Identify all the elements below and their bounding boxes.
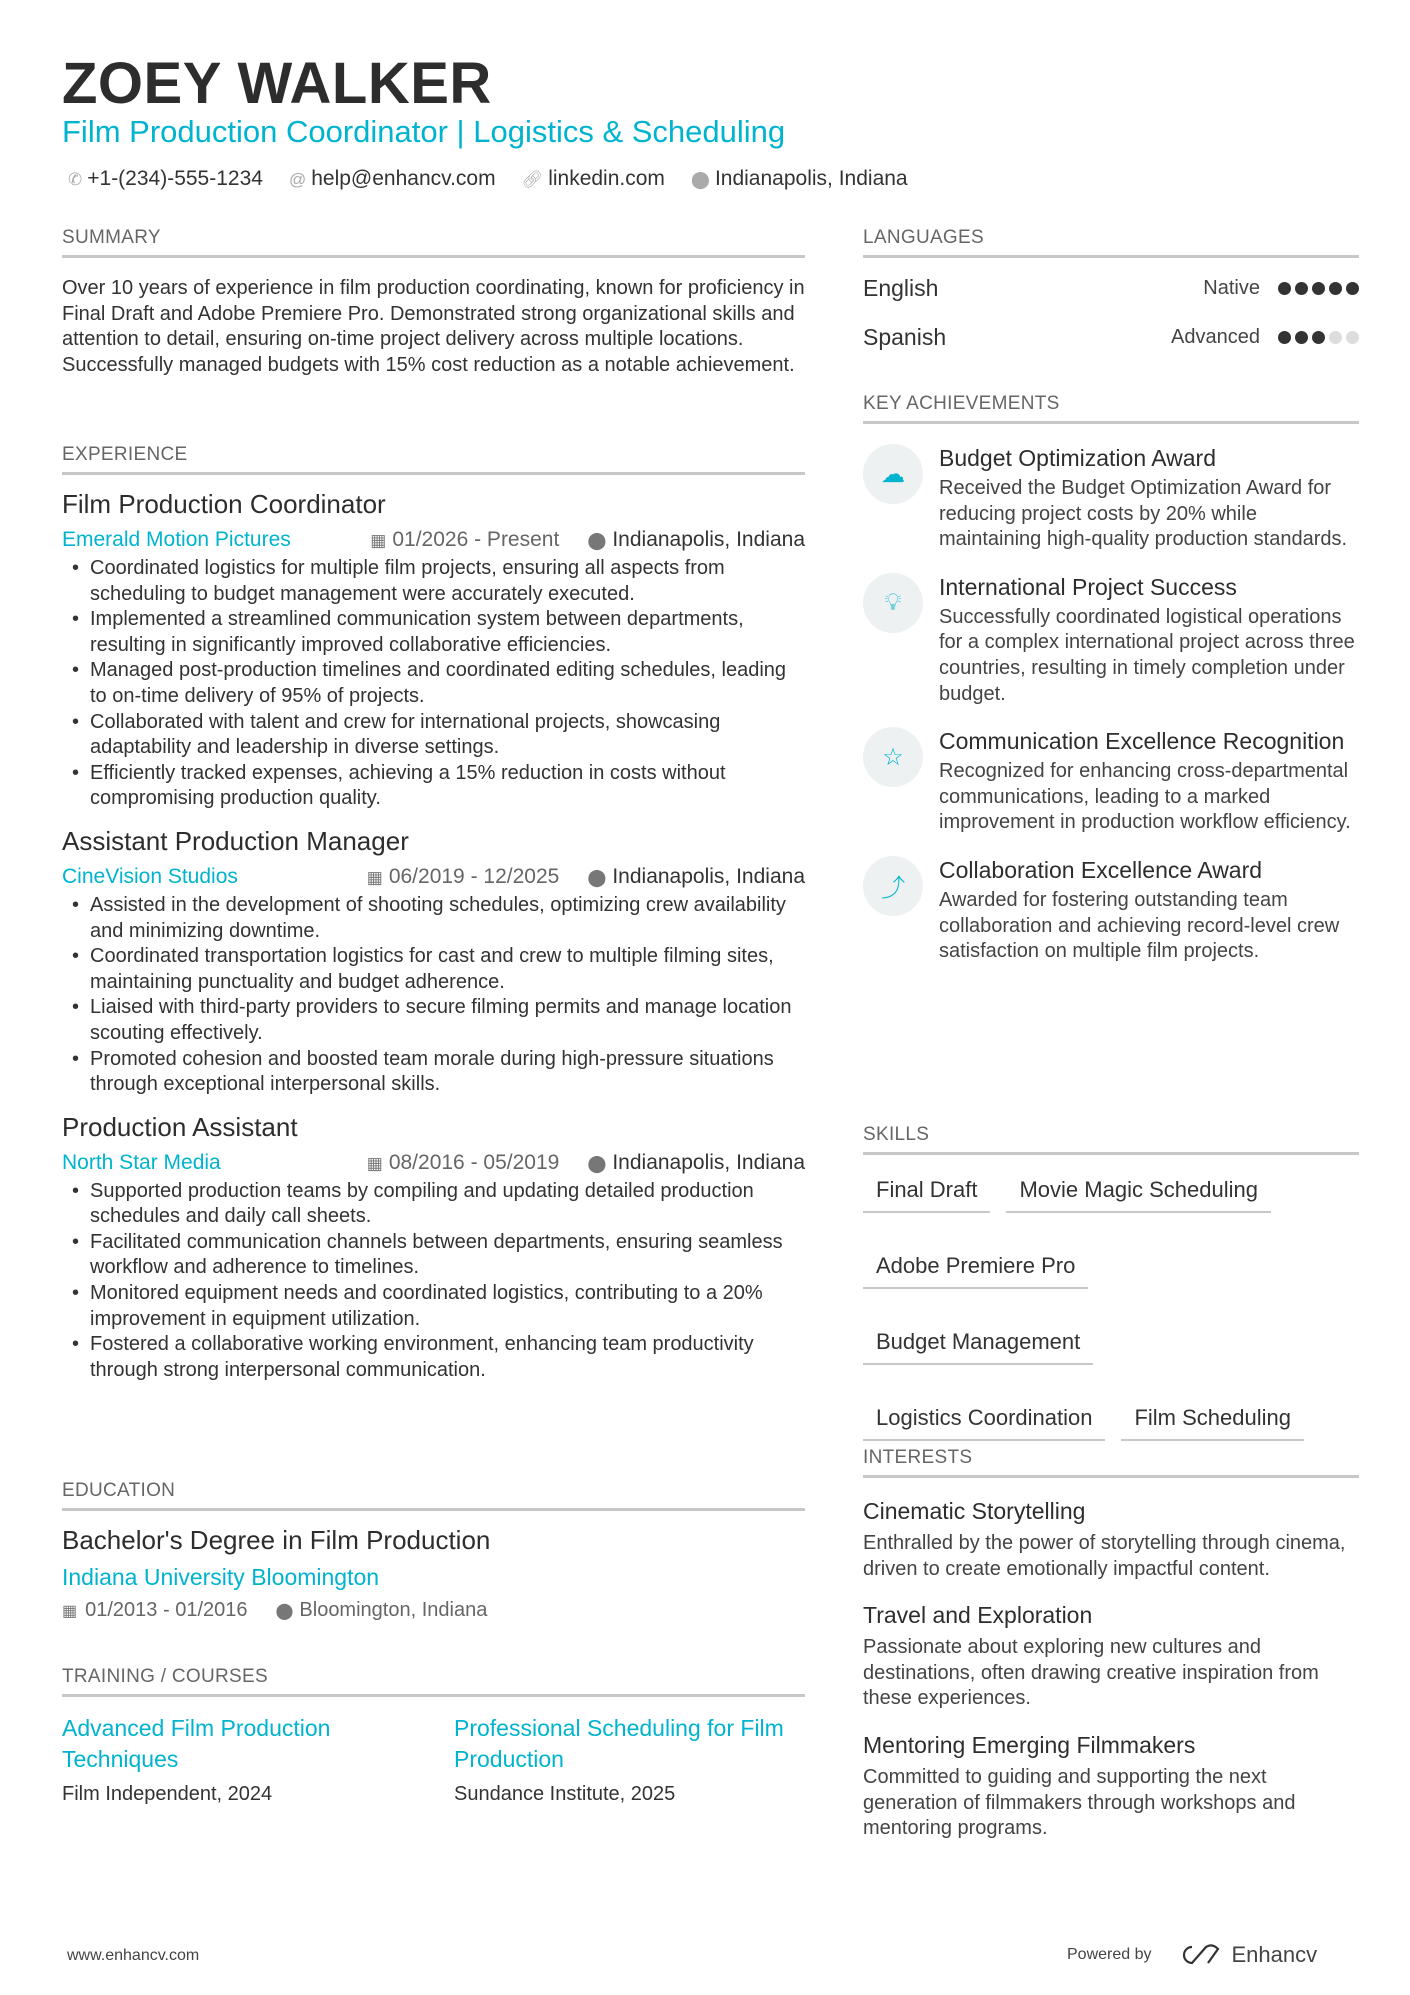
section-heading: EDUCATION: [62, 1480, 805, 1511]
language-name: Spanish: [863, 324, 947, 350]
language-level: Advanced: [1171, 326, 1260, 348]
section-heading: KEY ACHIEVEMENTS: [863, 393, 1359, 424]
achievement-text: Recognized for enhancing cross-departmental communications, leading to a marked improvement in production workflow efficiency.: [939, 760, 1351, 834]
location-pin-icon: ⬤: [275, 1603, 294, 1620]
summary-section: [62, 227, 805, 378]
rating-dot: [1346, 331, 1359, 344]
course-org: Sundance Institute, 2025: [454, 1783, 676, 1805]
job-location: Indianapolis, Indiana: [612, 864, 805, 888]
rating-dot: [1295, 331, 1308, 344]
powered-by-label: Powered by: [1067, 1946, 1152, 1963]
skill-tag: Movie Magic Scheduling: [1006, 1177, 1270, 1213]
lightbulb-icon: 💡︎: [863, 573, 923, 633]
job-bullet: • Coordinated logistics for multiple film projects, ensuring all aspects from scheduling to budget management were accurately executed.: [62, 556, 805, 607]
school: Indiana University Bloomington: [62, 1564, 380, 1590]
link-icon: 🔗︎: [521, 170, 544, 189]
candidate-name: ZOEY WALKER: [62, 51, 492, 116]
company-name: North Star Media: [62, 1150, 221, 1174]
candidate-title: Film Production Coordinator | Logistics & Scheduling: [62, 114, 786, 149]
interest-title: Cinematic Storytelling: [863, 1498, 1086, 1524]
job-entry: [62, 1112, 805, 1384]
skill-tag: Logistics Coordination: [863, 1405, 1105, 1441]
footer-brand: [1067, 1942, 1317, 1968]
section-heading: LANGUAGES: [863, 227, 1359, 258]
language-item: [863, 313, 1359, 362]
job-bullet: • Supported production teams by compiling and updating detailed production schedules and daily call sheets.: [62, 1179, 805, 1230]
rating-dot: [1278, 282, 1291, 295]
location-pin-icon: ⬤: [587, 531, 607, 550]
skill-tag: Film Scheduling: [1121, 1405, 1304, 1441]
section-heading: TRAINING / COURSES: [62, 1666, 805, 1697]
rating-dot: [1329, 282, 1342, 295]
language-level: Native: [1203, 277, 1260, 299]
course-title: Advanced Film Production Techniques: [62, 1715, 331, 1772]
edu-location: Bloomington, Indiana: [299, 1599, 488, 1621]
job-bullet: • Assisted in the development of shooting schedules, optimizing crew availability and minimizing downtime.: [62, 893, 805, 944]
interest-text: Committed to guiding and supporting the next generation of filmmakers through workshops and mentoring programs.: [863, 1765, 1296, 1840]
job-title: Film Production Coordinator: [62, 489, 386, 519]
interests-section: [863, 1447, 1359, 1842]
training-section: [62, 1666, 805, 1806]
skill-tag: Final Draft: [863, 1177, 990, 1213]
summary-text: Over 10 years of experience in film production coordinating, known for proficiency in Final Draft and Adobe Premiere Pro. Demonstrated strong organizational skills and attention to detail, ensuring on-time project delivery across multiple locations. Successfully managed budgets with 15% cost reduction as a notable achievement.: [62, 277, 805, 376]
brand-name: Enhancv: [1231, 1942, 1318, 1967]
footer-url[interactable]: www.enhancv.com: [67, 1947, 200, 1964]
job-dates: 08/2016 - 05/2019: [388, 1150, 560, 1174]
job-bullet: • Managed post-production timelines and coordinated editing schedules, leading to on-time delivery of 95% of projects.: [62, 658, 805, 709]
job-bullet: • Collaborated with talent and crew for international projects, showcasing adaptability and leadership in diverse settings.: [62, 710, 805, 761]
interest-item: [863, 1498, 1359, 1582]
calendar-icon: ▦: [62, 1603, 78, 1620]
achievement-item: [863, 573, 1359, 707]
rating-dot: [1295, 282, 1308, 295]
company-name: CineVision Studios: [62, 864, 238, 888]
job-location: Indianapolis, Indiana: [612, 1150, 805, 1174]
job-bullet: • Efficiently tracked expenses, achieving a 15% reduction in costs without compromising production quality.: [62, 761, 805, 812]
course-item: [454, 1713, 805, 1806]
interest-title: Travel and Exploration: [863, 1602, 1093, 1629]
achievement-title: Budget Optimization Award: [939, 445, 1217, 471]
brain-icon: ☁: [863, 444, 923, 504]
achievement-text: Received the Budget Optimization Award for reducing project costs by 20% while maintaining high-quality production standards.: [939, 477, 1348, 551]
job-entry: [62, 826, 805, 1098]
job-bullet: • Promoted cohesion and boosted team morale during high-pressure situations through exceptional interpersonal skills.: [62, 1047, 805, 1098]
course-item: [62, 1713, 454, 1806]
phone: ✆ +1-(234)-555-1234: [68, 167, 263, 190]
skill-tag: Budget Management: [863, 1329, 1093, 1365]
location-pin-icon: ⬤: [587, 867, 607, 887]
rating-dot: [1278, 331, 1291, 344]
job-entry: [62, 489, 805, 812]
achievement-title: Collaboration Excellence Award: [939, 856, 1263, 883]
job-title: Production Assistant: [62, 1111, 298, 1142]
languages-section: [863, 227, 1359, 362]
interest-text: Enthralled by the power of storytelling through cinema, driven to create emotionally impactful content.: [863, 1532, 1346, 1580]
language-rating: [1278, 331, 1359, 344]
star-icon: ☆: [863, 727, 923, 787]
calendar-icon: ▦: [366, 1153, 383, 1173]
interest-text: Passionate about exploring new cultures and destinations, often drawing creative inspiration from these experiences.: [863, 1636, 1319, 1710]
rating-dot: [1346, 282, 1359, 295]
job-bullet: • Monitored equipment needs and coordinated logistics, contributing to a 20% improvement in equipment utilization.: [62, 1281, 805, 1332]
skill-tag: Adobe Premiere Pro: [863, 1253, 1088, 1289]
achievement-title: Communication Excellence Recognition: [939, 728, 1345, 755]
edu-dates: 01/2013 - 01/2016: [85, 1599, 248, 1621]
phone-icon: ✆: [68, 170, 83, 189]
job-dates: 06/2019 - 12/2025: [388, 864, 560, 888]
language-name: English: [863, 275, 939, 301]
location: ⬤ Indianapolis, Indiana: [690, 167, 908, 190]
linkedin[interactable]: 🔗︎ linkedin.com: [521, 167, 665, 190]
degree: Bachelor's Degree in Film Production: [62, 1525, 491, 1555]
contact-bar: [68, 167, 908, 191]
achievement-title: International Project Success: [939, 573, 1237, 600]
language-item: [863, 264, 1359, 313]
at-icon: @: [288, 170, 307, 189]
interest-item: [863, 1602, 1359, 1712]
company-name: Emerald Motion Pictures: [62, 528, 291, 551]
achievement-item: [863, 856, 1359, 965]
achievement-text: Awarded for fostering outstanding team collaboration and achieving record-level crew satisfaction on multiple film projects.: [939, 888, 1340, 963]
section-heading: EXPERIENCE: [62, 444, 805, 475]
job-dates: 01/2026 - Present: [392, 528, 560, 551]
email[interactable]: @ help@enhancv.com: [288, 167, 496, 190]
rating-dot: [1329, 331, 1342, 344]
job-location: Indianapolis, Indiana: [612, 528, 805, 551]
achievements-section: [863, 393, 1359, 965]
achievement-item: [863, 727, 1359, 836]
enhancv-logo-icon: [1178, 1943, 1224, 1967]
location-pin-icon: ⬤: [690, 170, 710, 189]
location-pin-icon: ⬤: [587, 1153, 607, 1173]
achievement-text: Successfully coordinated logistical operations for a complex international project across three countries, resulting in timely completion under budget.: [939, 605, 1355, 705]
section-heading: SKILLS: [863, 1124, 1359, 1155]
job-bullet: • Implemented a streamlined communication system between departments, resulting in significantly improved collaborative efficiencies.: [62, 607, 805, 658]
rating-dot: [1312, 282, 1325, 295]
calendar-icon: ▦: [366, 867, 383, 887]
job-bullet: • Fostered a collaborative working environment, enhancing team productivity through strong interpersonal communication.: [62, 1332, 805, 1383]
job-title: Assistant Production Manager: [62, 825, 409, 856]
calendar-icon: ▦: [370, 531, 387, 550]
job-bullet: • Facilitated communication channels between departments, ensuring seamless workflow and adherence to timelines.: [62, 1230, 805, 1281]
course-title: Professional Scheduling for Film Production: [454, 1715, 784, 1772]
course-org: Film Independent, 2024: [62, 1783, 273, 1805]
rating-dot: [1312, 331, 1325, 344]
section-heading: INTERESTS: [863, 1447, 1359, 1478]
education-section: [62, 1480, 805, 1622]
section-heading: SUMMARY: [62, 227, 805, 258]
job-bullet: • Liaised with third-party providers to secure filming permits and manage location scouting effectively.: [62, 995, 805, 1046]
strategy-icon: ⤴: [863, 856, 923, 916]
skills-section: [863, 1124, 1359, 1441]
interest-title: Mentoring Emerging Filmmakers: [863, 1731, 1196, 1758]
language-rating: [1278, 282, 1359, 295]
job-bullet: • Coordinated transportation logistics for cast and crew to multiple filming sites, maintaining punctuality and budget adherence.: [62, 944, 805, 995]
experience-section: [62, 444, 805, 1383]
interest-item: [863, 1732, 1359, 1842]
achievement-item: [863, 444, 1359, 553]
